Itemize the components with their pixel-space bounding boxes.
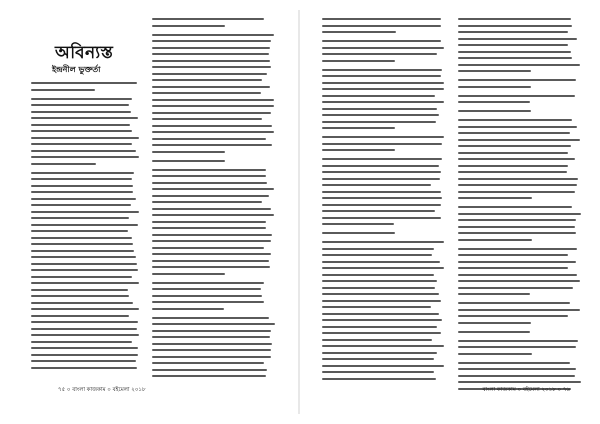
text-line (322, 326, 437, 328)
text-line (31, 143, 132, 145)
article-author: ইন্দ্রনীল ভুক্তর্তা (52, 64, 101, 74)
text-line (152, 356, 271, 358)
text-line (31, 124, 130, 126)
text-line (458, 44, 568, 46)
text-line (31, 178, 132, 180)
text-line (152, 362, 264, 364)
text-line (322, 171, 441, 173)
text-line (322, 95, 435, 97)
text-line (458, 346, 576, 348)
text-line (322, 53, 437, 55)
text-line (31, 289, 128, 291)
text-line (152, 86, 270, 88)
text-line (322, 69, 442, 71)
text-line (458, 213, 581, 215)
text-line (322, 217, 441, 219)
text-line (322, 101, 444, 103)
text-line (152, 40, 271, 42)
text-line (458, 25, 572, 27)
text-line (322, 114, 439, 116)
text-line (31, 367, 137, 369)
text-line (458, 110, 531, 112)
text-line (458, 126, 577, 128)
text-line (31, 295, 129, 297)
text-line (31, 172, 134, 174)
text-line (322, 204, 441, 206)
text-line (31, 156, 139, 158)
footer-left: ৭৫ ০ বাংলা কাজকাম ০ বইমেলা ২০১৮ (58, 387, 146, 393)
text-line (458, 232, 576, 234)
text-line (31, 250, 134, 252)
text-line (152, 112, 271, 114)
text-line (458, 158, 575, 160)
text-line (458, 31, 568, 33)
text-line (322, 158, 442, 160)
text-line (458, 340, 578, 342)
text-line (31, 198, 136, 200)
text-line (152, 234, 272, 236)
text-column-4 (458, 18, 582, 394)
text-line (458, 38, 577, 40)
right-page (300, 0, 600, 424)
text-line (31, 347, 138, 349)
text-line (31, 130, 132, 132)
text-line (152, 288, 261, 290)
text-line (322, 108, 437, 110)
text-line (152, 349, 271, 351)
text-line (152, 138, 266, 140)
text-line (31, 224, 138, 226)
text-line (458, 381, 581, 383)
text-line (31, 104, 129, 106)
text-line (152, 60, 270, 62)
text-line (152, 369, 267, 371)
text-line (31, 276, 132, 278)
text-line (322, 254, 432, 256)
text-line (322, 136, 444, 138)
text-column-2 (152, 18, 276, 382)
text-line (152, 323, 275, 325)
text-line (322, 232, 395, 234)
text-line (458, 274, 577, 276)
text-line (31, 243, 133, 245)
text-line (152, 160, 225, 162)
text-line (152, 330, 271, 332)
text-line (31, 269, 138, 271)
text-line (458, 171, 567, 173)
text-line (152, 266, 270, 268)
text-line (458, 331, 530, 333)
text-line (31, 111, 131, 113)
text-line (458, 197, 532, 199)
text-line (152, 208, 271, 210)
text-line (458, 293, 530, 295)
text-line (458, 119, 572, 121)
text-line (152, 301, 264, 303)
text-line (458, 18, 571, 20)
text-line (458, 309, 580, 311)
text-line (31, 230, 128, 232)
text-line (322, 365, 444, 367)
text-line (152, 375, 266, 377)
text-line (322, 25, 441, 27)
text-line (322, 274, 434, 276)
text-line (152, 260, 269, 262)
text-line (31, 321, 138, 323)
text-line (322, 280, 437, 282)
text-line (322, 248, 434, 250)
text-line (31, 341, 132, 343)
text-line (458, 368, 576, 370)
text-line (152, 221, 266, 223)
text-line (152, 92, 261, 94)
text-line (458, 261, 576, 263)
text-line (152, 151, 225, 153)
text-line (322, 127, 395, 129)
text-line (458, 64, 580, 66)
text-line (322, 293, 439, 295)
text-line (458, 51, 571, 53)
text-line (152, 308, 224, 310)
text-line (31, 237, 132, 239)
text-line (31, 263, 137, 265)
text-line (31, 302, 133, 304)
text-line (458, 101, 530, 103)
text-line (458, 206, 572, 208)
text-line (31, 360, 136, 362)
text-line (31, 334, 139, 336)
text-line (31, 89, 95, 91)
text-line (31, 315, 129, 317)
text-line (322, 121, 436, 123)
text-line (322, 47, 444, 49)
text-line (322, 358, 434, 360)
text-line (152, 47, 270, 49)
text-line (458, 178, 578, 180)
text-line (152, 169, 266, 171)
text-line (31, 98, 132, 100)
text-line (152, 343, 272, 345)
text-line (152, 99, 274, 101)
text-line (458, 57, 572, 59)
text-line (458, 191, 575, 193)
text-line (31, 191, 133, 193)
text-line (152, 195, 269, 197)
footer-right: বাংলা কাজকাম ০ বইমেলা ২০১৮ ০ ৭৬ (482, 387, 570, 393)
text-line (322, 60, 395, 62)
text-line (458, 86, 531, 88)
text-line (152, 53, 269, 55)
text-line (31, 282, 139, 284)
text-line (322, 197, 442, 199)
text-line (152, 131, 274, 133)
text-line (322, 339, 432, 341)
text-line (458, 70, 531, 72)
text-line (152, 240, 271, 242)
text-line (322, 178, 440, 180)
text-line (322, 149, 395, 151)
text-column-3 (322, 18, 446, 384)
text-line (322, 371, 434, 373)
text-line (458, 287, 573, 289)
text-line (458, 302, 570, 304)
text-line (322, 345, 444, 347)
text-line (322, 267, 444, 269)
text-line (322, 241, 444, 243)
text-line (152, 79, 262, 81)
text-line (152, 118, 262, 120)
text-line (31, 354, 138, 356)
text-line (458, 280, 580, 282)
text-line (31, 163, 96, 165)
text-line (458, 152, 568, 154)
text-line (152, 182, 267, 184)
text-line (322, 191, 441, 193)
text-line (458, 267, 568, 269)
text-line (322, 300, 441, 302)
text-line (322, 165, 439, 167)
text-line (322, 306, 431, 308)
text-line (31, 328, 137, 330)
text-line (152, 125, 272, 127)
text-line (31, 256, 136, 258)
text-line (322, 184, 431, 186)
text-line (31, 82, 137, 84)
text-line (31, 211, 139, 213)
text-line (322, 82, 444, 84)
text-line (152, 34, 274, 36)
text-line (152, 105, 274, 107)
text-line (152, 282, 264, 284)
text-line (152, 73, 267, 75)
text-column-1 (31, 82, 141, 373)
text-line (31, 308, 139, 310)
text-line (152, 273, 225, 275)
text-line (458, 145, 571, 147)
text-line (322, 223, 394, 225)
text-line (322, 40, 441, 42)
text-line (458, 315, 568, 317)
text-line (31, 117, 138, 119)
text-line (152, 66, 271, 68)
text-line (322, 88, 444, 90)
text-line (458, 132, 570, 134)
text-line (31, 185, 133, 187)
text-line (31, 137, 139, 139)
text-line (152, 247, 264, 249)
text-line (322, 210, 435, 212)
text-line (152, 317, 269, 319)
text-line (458, 322, 531, 324)
text-line (152, 188, 274, 190)
text-line (152, 336, 270, 338)
text-line (322, 75, 441, 77)
text-line (152, 227, 266, 229)
text-line (458, 239, 532, 241)
text-line (322, 18, 441, 20)
text-line (322, 287, 435, 289)
text-line (152, 253, 271, 255)
text-line (322, 31, 396, 33)
article-title: অবিন্যস্ত (55, 43, 114, 63)
text-line (152, 201, 262, 203)
text-line (31, 204, 131, 206)
text-line (458, 79, 576, 81)
text-line (322, 378, 436, 380)
text-line (322, 352, 437, 354)
text-line (458, 375, 575, 377)
text-line (152, 144, 272, 146)
text-line (322, 319, 442, 321)
text-line (152, 18, 264, 20)
text-line (322, 261, 440, 263)
text-line (458, 184, 577, 186)
text-line (152, 175, 266, 177)
text-line (322, 143, 442, 145)
text-line (152, 214, 274, 216)
text-line (458, 219, 576, 221)
text-line (458, 95, 575, 97)
text-line (152, 295, 262, 297)
text-line (458, 248, 577, 250)
text-line (31, 217, 129, 219)
text-line (152, 25, 225, 27)
text-line (31, 150, 136, 152)
text-line (458, 254, 568, 256)
text-line (458, 139, 580, 141)
text-line (322, 332, 441, 334)
text-line (458, 165, 568, 167)
text-line (458, 353, 532, 355)
text-line (458, 362, 570, 364)
text-line (322, 313, 439, 315)
text-line (458, 226, 575, 228)
